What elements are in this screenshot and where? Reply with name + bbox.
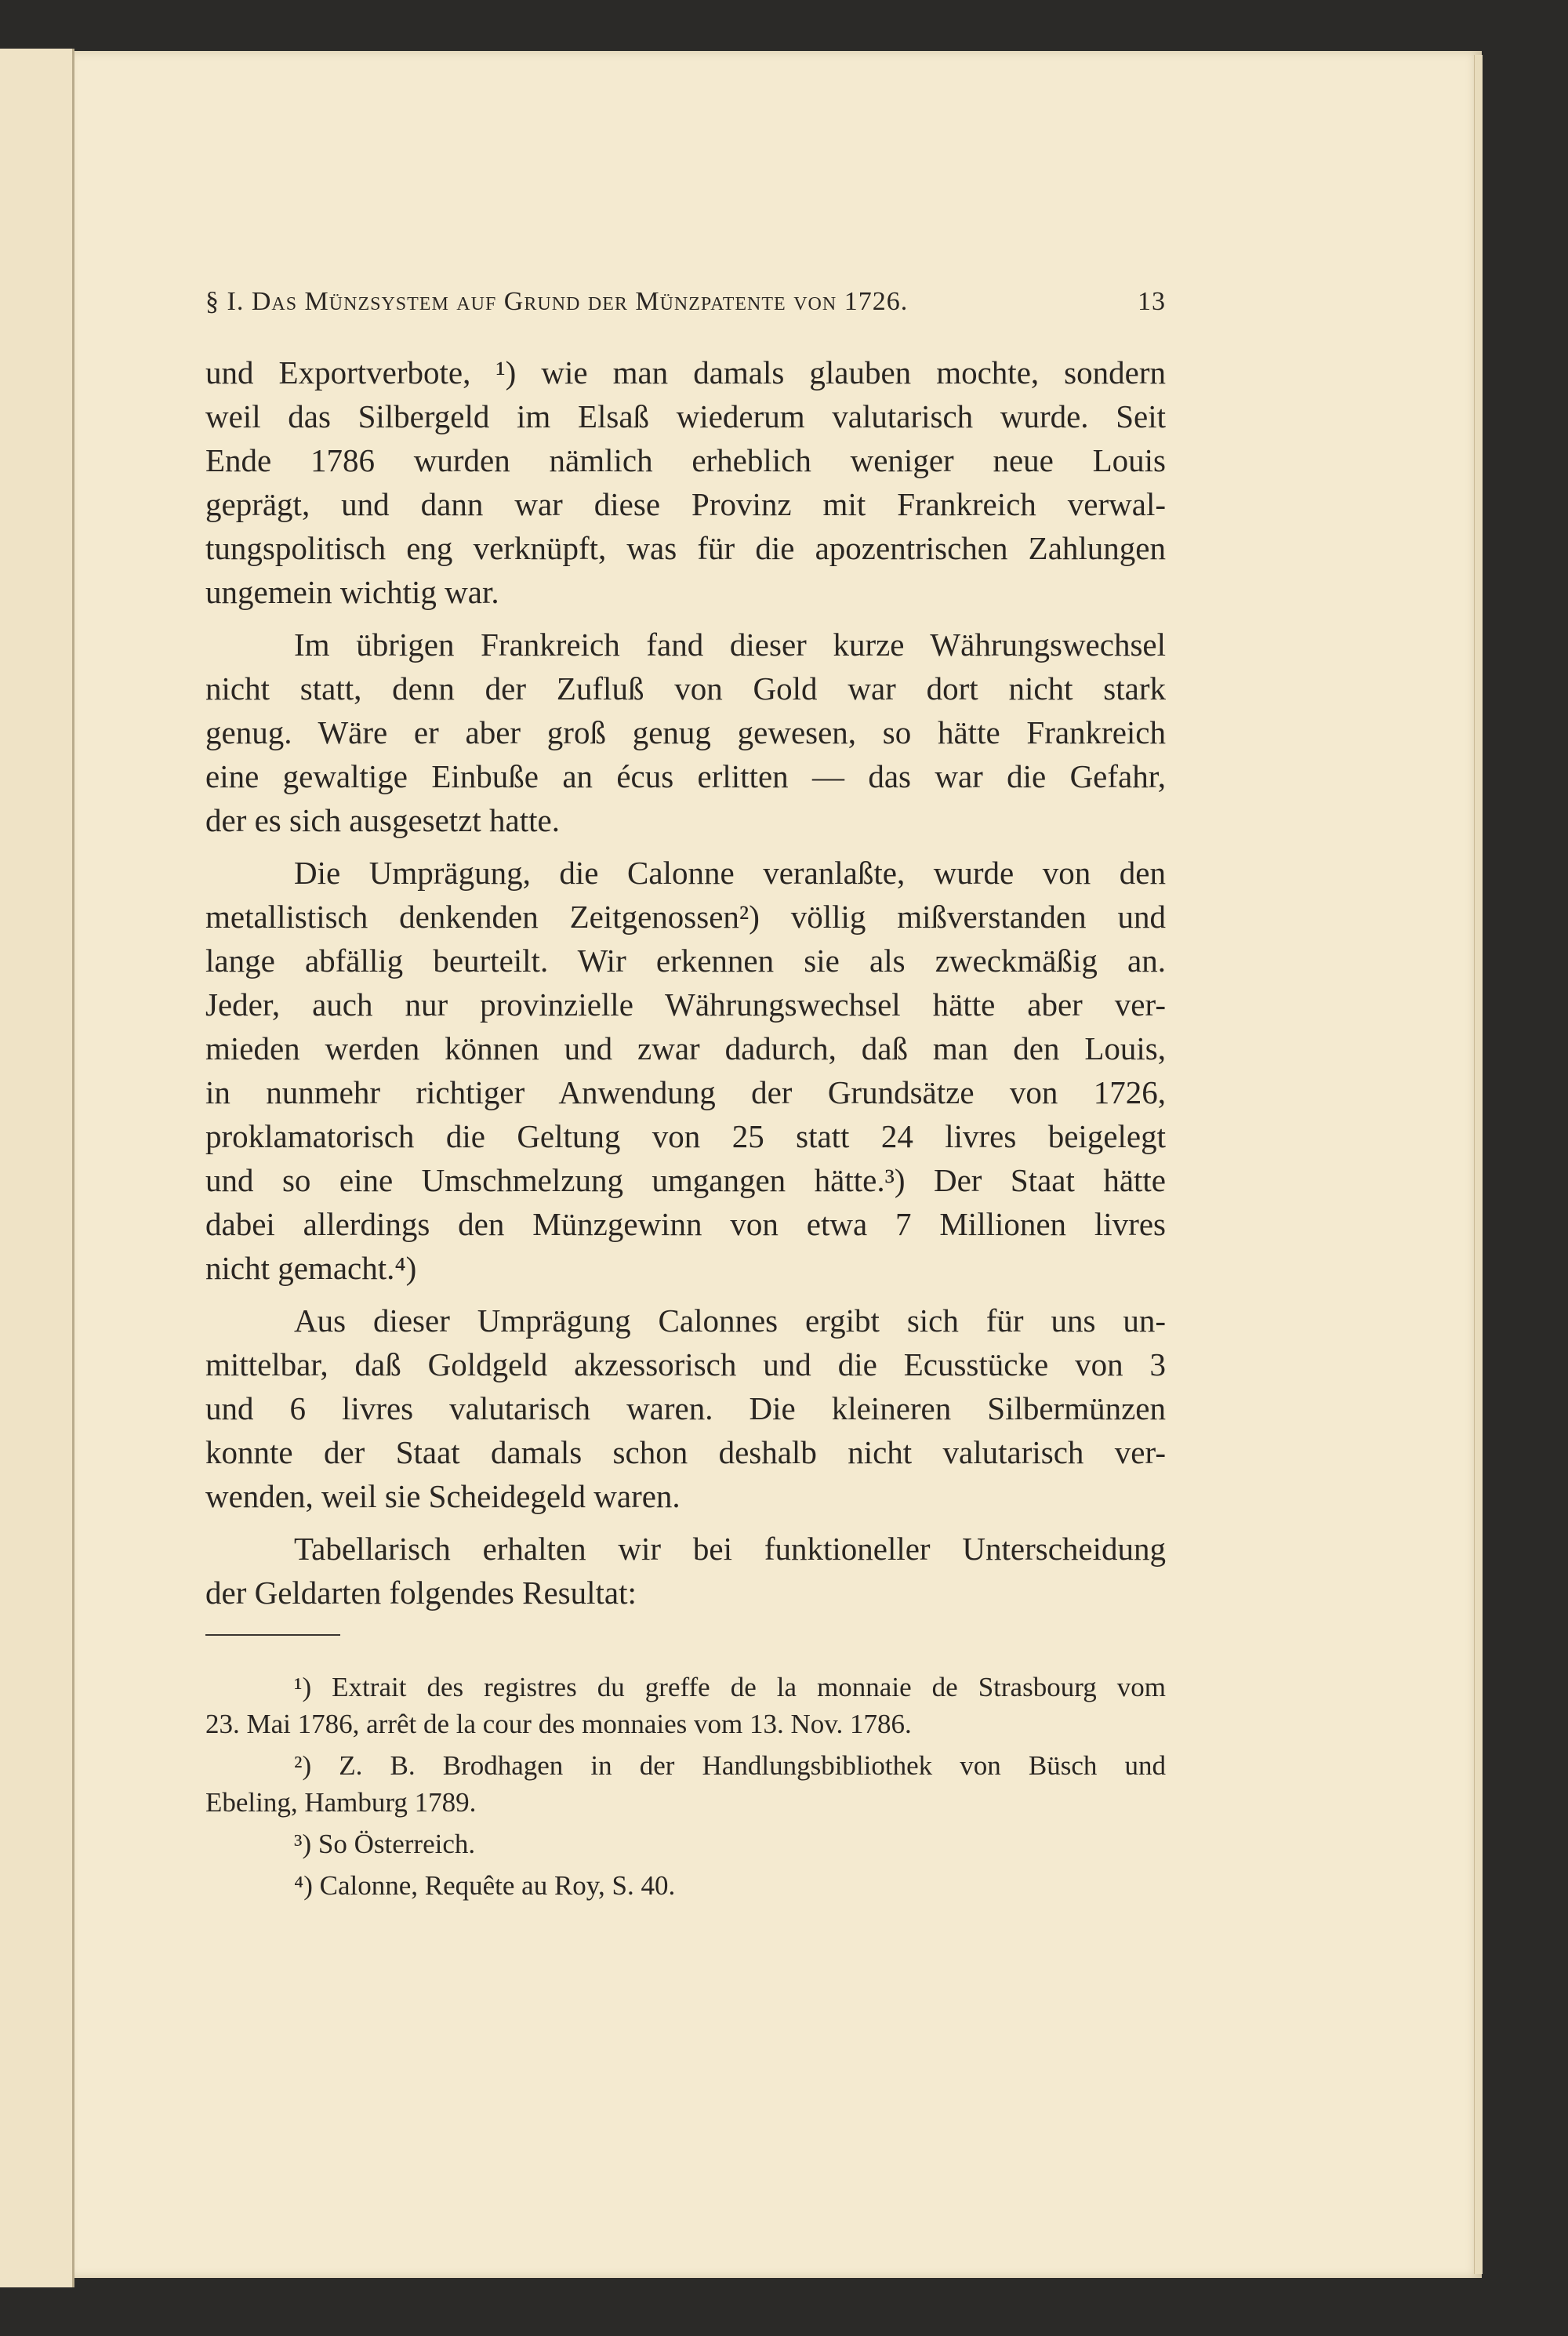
text-line: mieden werden können und zwar dadurch, daß man den Louis, [205, 1030, 1166, 1066]
text-line: ¹) Extrait des registres du greffe de la monnaie de Strasbourg vom [294, 1672, 1166, 1702]
footnote [205, 1867, 1166, 1904]
footnote-rule [205, 1634, 340, 1636]
text-line: genug. Wäre er aber groß genug gewesen, so hätte Frankreich [205, 714, 1166, 750]
text-line: ²) Z. B. Brodhagen in der Handlungsbibliothek von Büsch und [294, 1750, 1166, 1781]
text-line: nicht gemacht.⁴) [205, 1250, 417, 1286]
footnote [205, 1826, 1166, 1862]
text-line: Ende 1786 wurden nämlich erheblich weniger neue Louis [205, 442, 1166, 478]
text-line: und so eine Umschmelzung umgangen hätte.³) Der Staat hätte [205, 1162, 1166, 1198]
text-line: Die Umprägung, die Calonne veranlaßte, wurde von den [294, 855, 1166, 891]
running-header [205, 287, 1166, 317]
footnote [205, 1747, 1166, 1821]
text-line: Aus dieser Umprägung Calonnes ergibt sich für uns un- [294, 1302, 1166, 1339]
text-line: ungemein wichtig war. [205, 574, 499, 610]
text-line: 23. Mai 1786, arrêt de la cour des monnaies vom 13. Nov. 1786. [205, 1709, 912, 1739]
text-line: proklamatorisch die Geltung von 25 statt 24 livres beigelegt [205, 1118, 1166, 1154]
text-line: und 6 livres valutarisch waren. Die kleineren Silbermünzen [205, 1390, 1166, 1426]
text-line: tungspolitisch eng verknüpft, was für die apozentrischen Zahlungen [205, 530, 1166, 566]
paragraph [205, 851, 1166, 1290]
paragraph [205, 351, 1166, 614]
text-line: dabei allerdings den Münzgewinn von etwa 7 Millionen livres [205, 1206, 1166, 1242]
text-line: Tabellarisch erhalten wir bei funktioneller Unterscheidung [294, 1531, 1166, 1567]
text-line: weil das Silbergeld im Elsaß wiederum valutarisch wurde. Seit [205, 398, 1166, 434]
footnote [205, 1669, 1166, 1742]
body-text [205, 351, 1166, 1623]
text-line: der Geldarten folgendes Resultat: [205, 1575, 637, 1611]
text-line: in nunmehr richtiger Anwendung der Grundsätze von 1726, [205, 1074, 1166, 1110]
footnotes [205, 1669, 1166, 1909]
text-line: Jeder, auch nur provinzielle Währungswechsel hätte aber ver- [205, 986, 1166, 1023]
paragraph [205, 1299, 1166, 1518]
text-line: nicht statt, denn der Zufluß von Gold war dort nicht stark [205, 670, 1166, 707]
paragraph [205, 623, 1166, 842]
text-line: der es sich ausgesetzt hatte. [205, 802, 560, 838]
paragraph [205, 1527, 1166, 1615]
facing-page-edge [0, 49, 74, 2287]
page-number: 13 [1138, 287, 1166, 316]
text-line: lange abfällig beurteilt. Wir erkennen sie als zweckmäßig an. [205, 943, 1166, 979]
text-line: Im übrigen Frankreich fand dieser kurze Währungswechsel [294, 627, 1166, 663]
text-line: mittelbar, daß Goldgeld akzessorisch und die Ecusstücke von 3 [205, 1346, 1166, 1382]
text-line: wenden, weil sie Scheidegeld waren. [205, 1478, 681, 1514]
text-line: Ebeling, Hamburg 1789. [205, 1787, 477, 1818]
page-stack-edge [1474, 55, 1483, 2274]
text-line: konnte der Staat damals schon deshalb nicht valutarisch ver- [205, 1434, 1166, 1470]
text-line: und Exportverbote, ¹) wie man damals glauben mochte, sondern [205, 354, 1166, 391]
text-line: ³) So Österreich. [294, 1829, 476, 1859]
text-line: eine gewaltige Einbuße an écus erlitten — das war die Gefahr, [205, 758, 1166, 794]
text-line: metallistisch denkenden Zeitgenossen²) völlig mißverstanden und [205, 899, 1166, 935]
header-title: § I. Das Münzsystem auf Grund der Münzpatente von 1726. [205, 287, 909, 316]
text-line: geprägt, und dann war diese Provinz mit Frankreich verwal- [205, 486, 1166, 522]
text-line: ⁴) Calonne, Requête au Roy, S. 40. [294, 1870, 676, 1901]
